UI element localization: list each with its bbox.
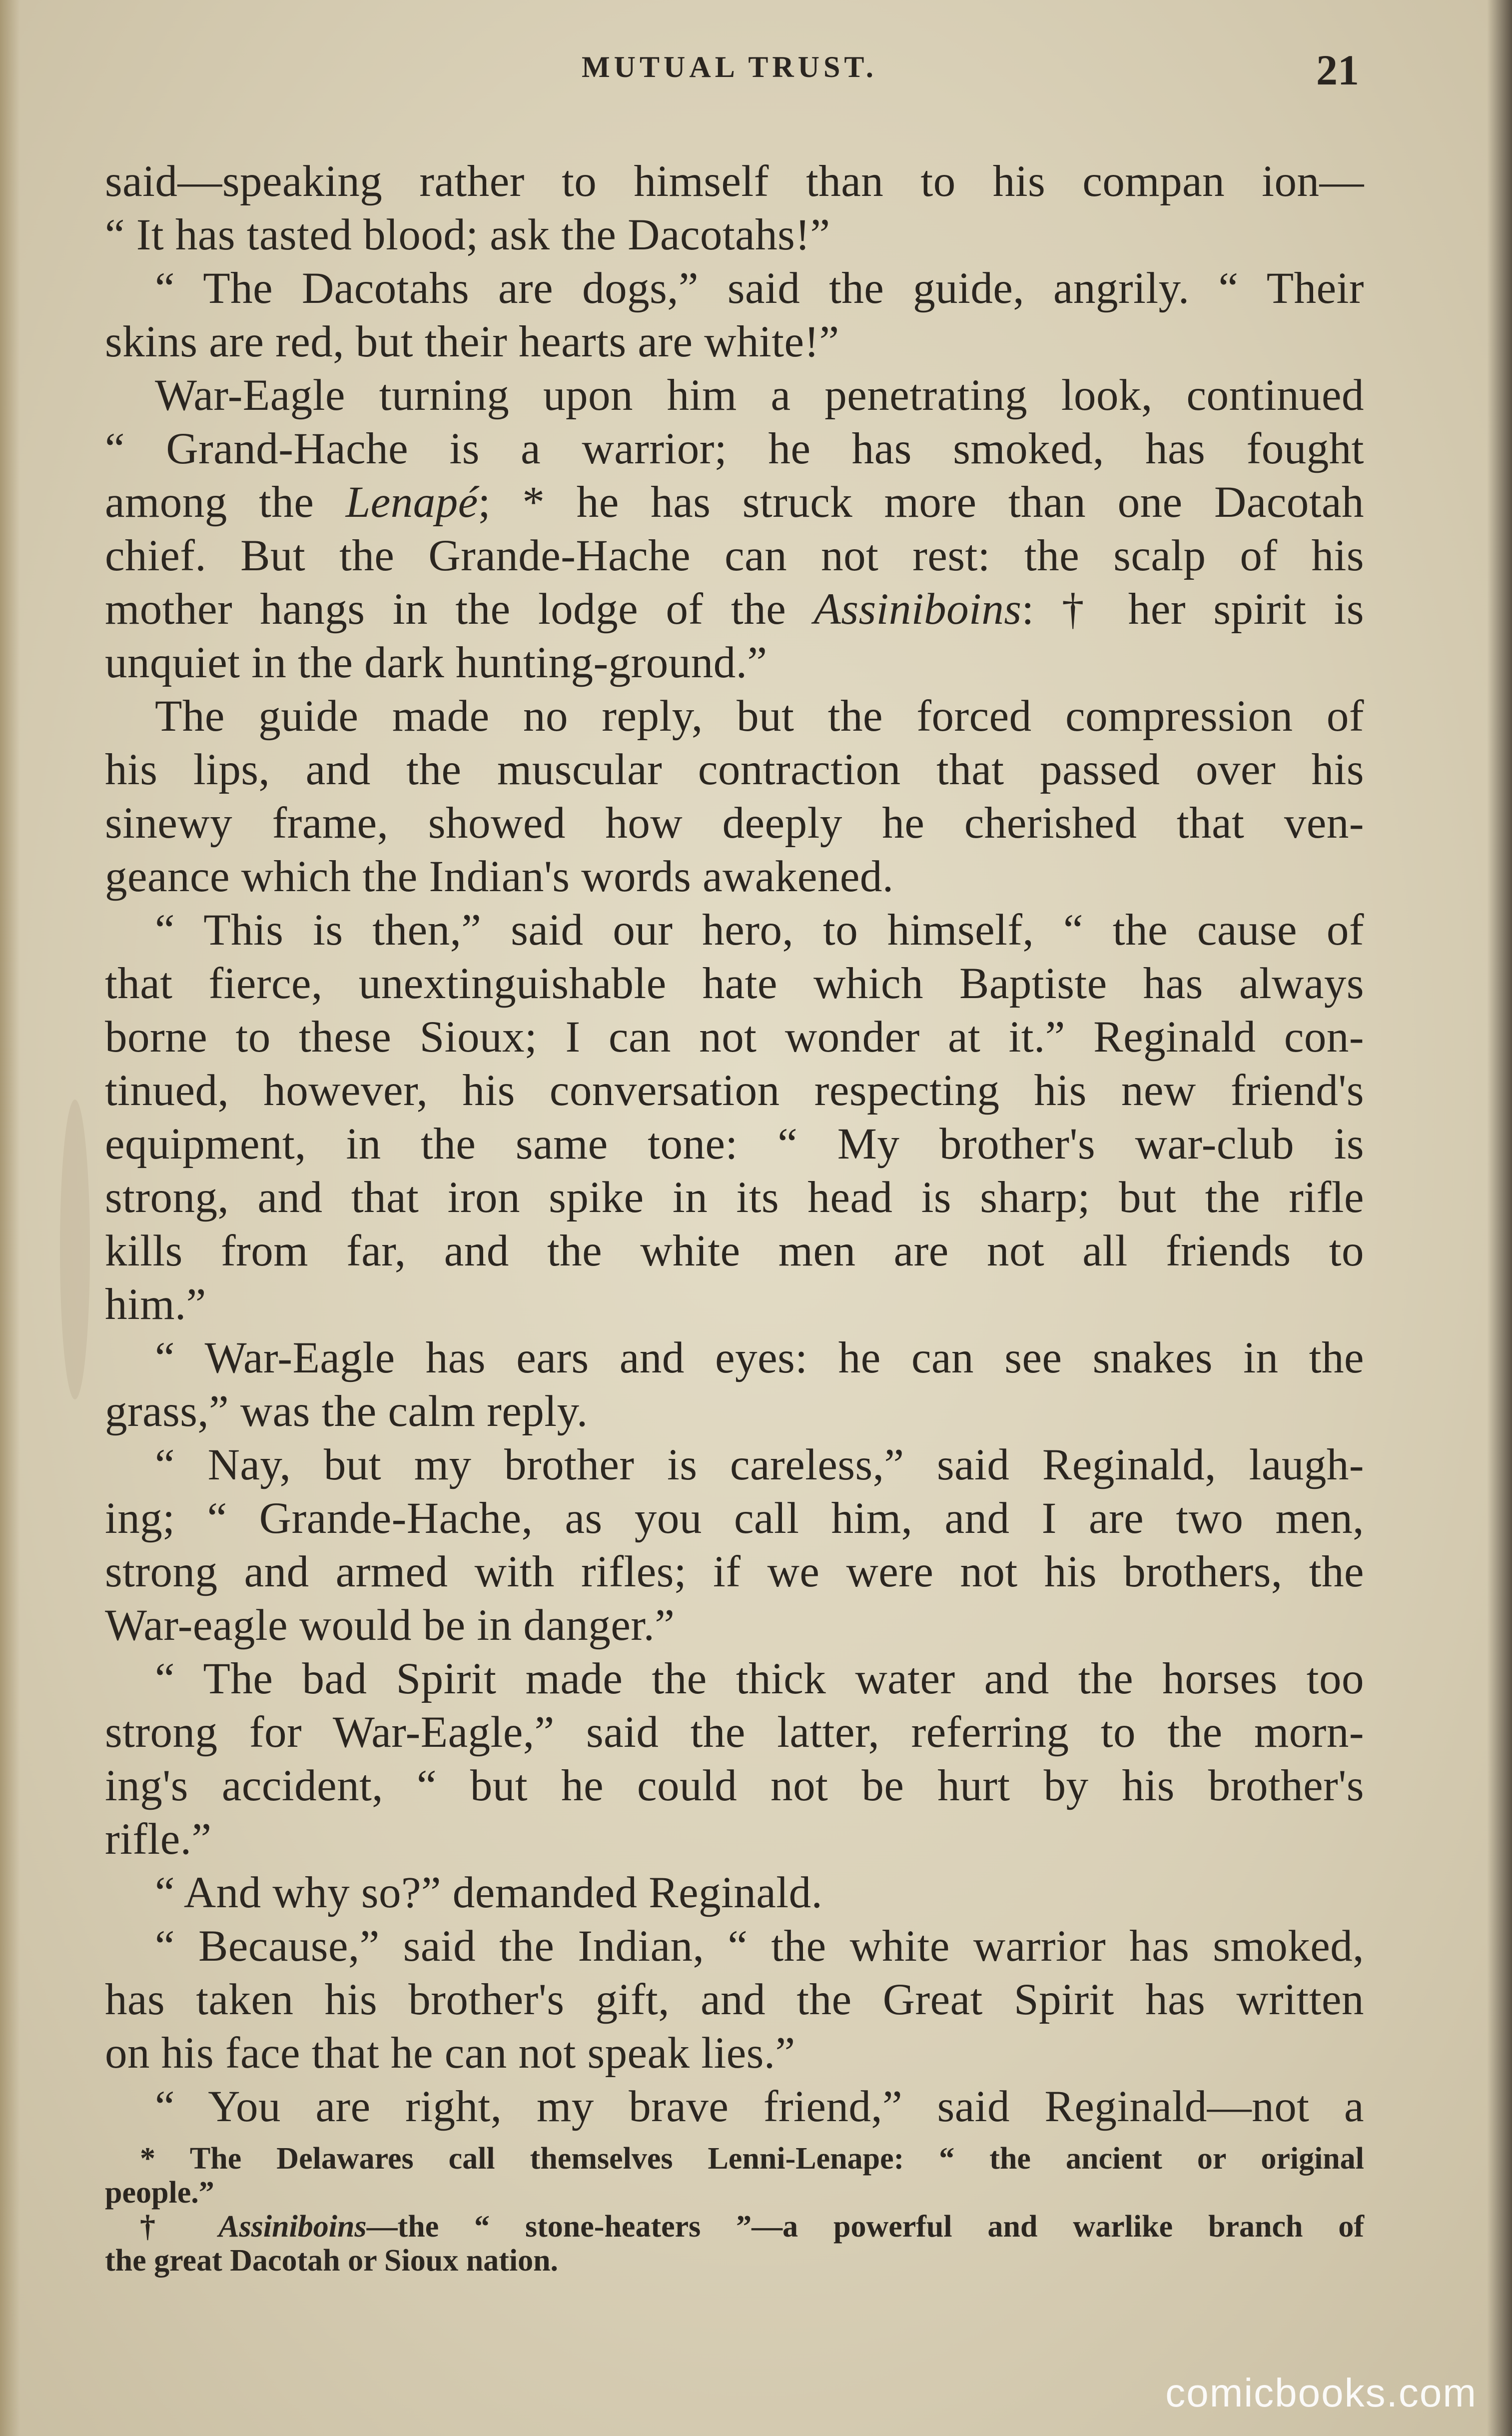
footnotes — [105, 2142, 1364, 2278]
footnote-line: the great Dacotah or Sioux nation. — [105, 2244, 559, 2278]
text-line: chief. But the Grande-Hache can not rest: the scalp of his — [105, 531, 1364, 580]
text-line: “ The bad Spirit made the thick water and the horses too — [155, 1654, 1364, 1703]
text-line: “ Because,” said the Indian, “ the white warrior has smoked, — [155, 1922, 1364, 1971]
text-line: said—speaking rather to himself than to his compan ion— — [105, 157, 1364, 206]
text-line: ing; “ Grande-Hache, as you call him, and I are two men, — [105, 1494, 1364, 1543]
text-line: “ It has tasted blood; ask the Dacotahs!” — [105, 210, 830, 259]
running-title: MUTUAL TRUST. — [582, 50, 877, 83]
text-line: ing's accident, “ but he could not be hurt by his brother's — [105, 1761, 1364, 1810]
text-line: tinued, however, his conversation respecting his new friend's — [105, 1066, 1364, 1115]
text-line: among the Lenapé; * he has struck more than one Dacotah — [105, 478, 1364, 527]
page-number: 21 — [1316, 46, 1359, 94]
text-line: War-eagle would be in danger.” — [105, 1601, 675, 1650]
text-line: sinewy frame, showed how deeply he cherished that ven- — [105, 799, 1364, 848]
page-edge-shadow-left — [0, 0, 20, 2436]
footnote-line: * The Delawares call themselves Lenni-Lenape: “ the ancient or original — [140, 2142, 1364, 2176]
text-line: “ This is then,” said our hero, to himself, “ the cause of — [155, 906, 1364, 955]
text-line: rifle.” — [105, 1815, 212, 1864]
text-line: “ The Dacotahs are dogs,” said the guide, angrily. “ Their — [155, 264, 1364, 313]
text-line: “ And why so?” demanded Reginald. — [155, 1868, 823, 1917]
text-line: unquiet in the dark hunting-ground.” — [105, 638, 767, 687]
text-line: War-Eagle turning upon him a penetrating look, continued — [155, 371, 1364, 420]
text-line: geance which the Indian's words awakened. — [105, 852, 894, 901]
text-line: that fierce, unextinguishable hate which Baptiste has always — [105, 959, 1364, 1008]
text-line: on his face that he can not speak lies.” — [105, 2029, 795, 2078]
text-line: mother hangs in the lodge of the Assiniboins: † her spirit is — [105, 585, 1364, 634]
footnote-line: people.” — [105, 2176, 214, 2210]
running-head — [100, 46, 1359, 105]
text-line: has taken his brother's gift, and the Great Spirit has written — [105, 1975, 1364, 2024]
text-line: kills from far, and the white men are not all friends to — [105, 1226, 1364, 1275]
text-line: borne to these Sioux; I can not wonder at it.” Reginald con- — [105, 1013, 1364, 1062]
text-line: him.” — [105, 1280, 206, 1329]
paper-stain — [60, 1100, 90, 1399]
text-line: strong for War-Eagle,” said the latter, referring to the morn- — [105, 1708, 1364, 1757]
body-text — [105, 155, 1364, 2134]
text-line: “ Nay, but my brother is careless,” said Reginald, laugh- — [155, 1440, 1364, 1489]
text-line: strong, and that iron spike in its head is sharp; but the rifle — [105, 1173, 1364, 1222]
watermark: comicbooks.com — [1165, 2371, 1477, 2415]
text-line: equipment, in the same tone: “ My brother's war-club is — [105, 1120, 1364, 1169]
text-line: skins are red, but their hearts are white!” — [105, 317, 839, 366]
footnote-line: † Assiniboins—the “ stone-heaters ”—a powerful and warlike branch of — [140, 2210, 1364, 2244]
text-line: “ War-Eagle has ears and eyes: he can see snakes in the — [155, 1333, 1364, 1382]
text-line: “ Grand-Hache is a warrior; he has smoked, has fought — [105, 424, 1364, 473]
text-line: The guide made no reply, but the forced compression of — [155, 692, 1364, 741]
text-line: his lips, and the muscular contraction that passed over his — [105, 745, 1364, 794]
text-line: strong and armed with rifles; if we were not his brothers, the — [105, 1547, 1364, 1596]
text-line: “ You are right, my brave friend,” said Reginald—not a — [155, 2082, 1364, 2131]
page-edge-shadow-right — [1487, 0, 1512, 2436]
text-line: grass,” was the calm reply. — [105, 1387, 588, 1436]
